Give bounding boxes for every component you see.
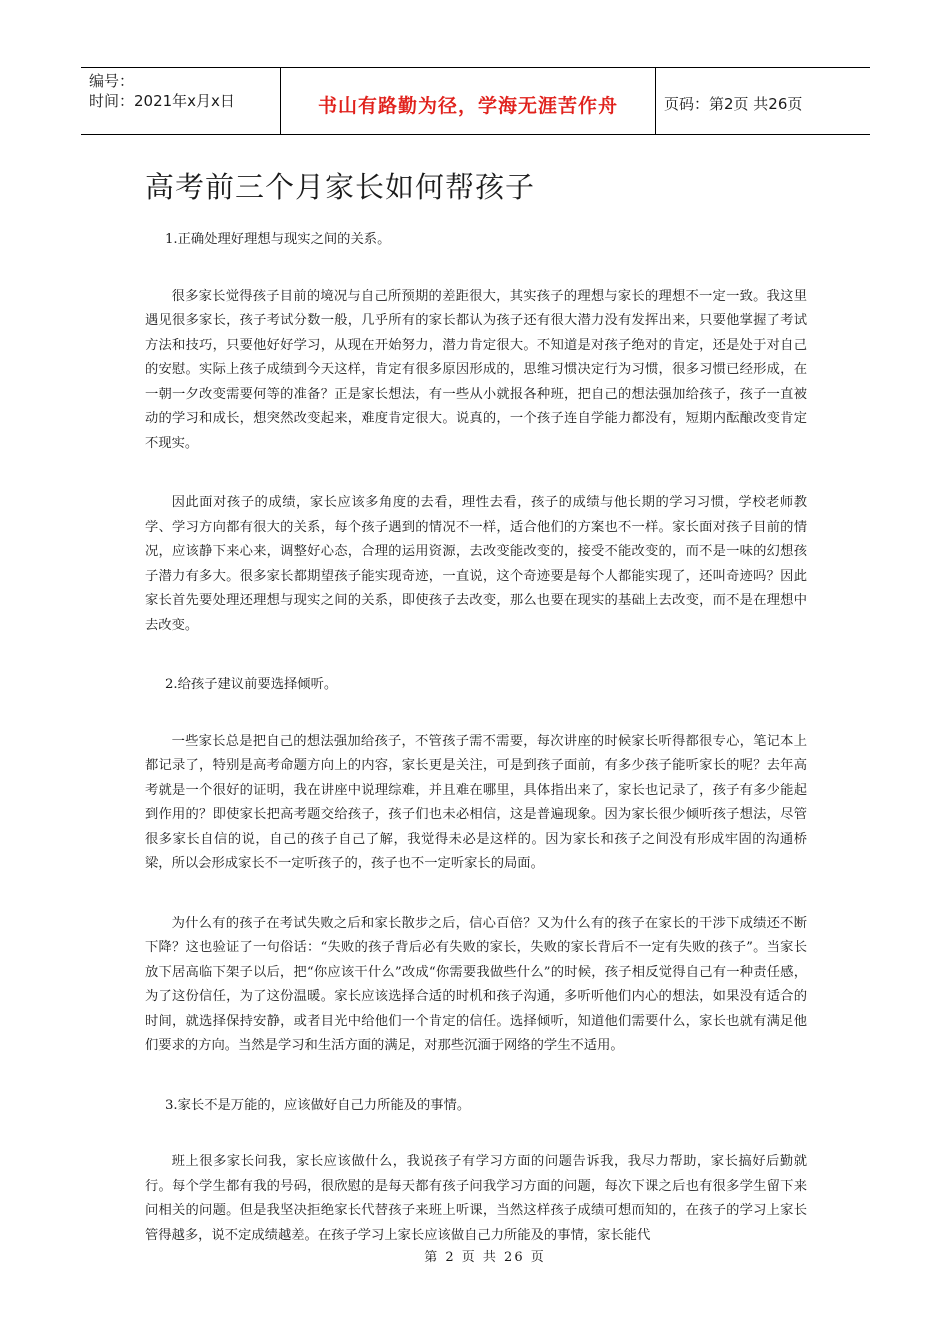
header-meta-cell [81, 68, 281, 134]
header-page-number: 页码：第2页 共26页 [664, 94, 803, 113]
body-paragraph: 为什么有的孩子在考试失败之后和家长散步之后，信心百倍？又为什么有的孩子在家长的干涉下成绩还不断下降？这也验证了一句俗话：“失败的孩子背后必有失败的家长，失败的家长背后不一定有失败的孩子”。当家长放下居高临下架子以后，把“你应该干什么”改成“你需要我做些什么”的时候，孩子相反觉得自己有一种责任感，为了这份信任，为了这份温暖。家长应该选择合适的时机和孩子沟通，多听听他们内心的想法，如果没有适合的时间，就选择保持安静，或者目光中给他们一个肯定的信任。选择倾听，知道他们需要什么，家长也就有满足他们要求的方向。当然是学习和生活方面的满足，对那些沉湎于网络的学生不适用。 [145, 915, 807, 1053]
page-footer: 第 2 页 共 26 页 [424, 1250, 546, 1265]
section-heading-3: 3.家长不是万能的，应该做好自己力所能及的事情。 [164, 1097, 471, 1113]
document-number-label: 编号： [89, 72, 135, 90]
header-page-cell [656, 68, 870, 134]
page-header [81, 67, 870, 135]
document-title: 高考前三个月家长如何帮孩子 [145, 170, 536, 204]
document-body [145, 228, 807, 1248]
body-paragraph: 很多家长觉得孩子目前的境况与自己所预期的差距很大，其实孩子的理想与家长的理想不一定一致。我这里遇见很多家长，孩子考试分数一般，几乎所有的家长都认为孩子还有很大潜力没有发挥出来，只要他掌握了考试方法和技巧，只要他好好学习，从现在开始努力，潜力肯定很大。不知道是对孩子绝对的肯定，还是处于对自己的安慰。实际上孩子成绩到今天这样，肯定有很多原因形成的，思维习惯决定行为习惯，很多习惯已经形成，在一朝一夕改变需要何等的准备？正是家长想法，有一些从小就报各种班，把自己的想法强加给孩子，孩子一直被动的学习和成长，想突然改变起来，难度肯定很大。说真的，一个孩子连自学能力都没有，短期内酝酿改变肯定不现实。 [145, 288, 807, 451]
document-date-label: 时间：2021年x月x日 [89, 92, 235, 110]
body-paragraph: 一些家长总是把自己的想法强加给孩子，不管孩子需不需要，每次讲座的时候家长听得都很专心，笔记本上都记录了，特别是高考命题方向上的内容，家长更是关注，可是到孩子面前，有多少孩子能听家长的呢？去年高考就是一个很好的证明，我在讲座中说理综难，并且难在哪里，具体指出来了，家长也记录了，孩子有多少能起到作用的？即使家长把高考题交给孩子，孩子们也未必相信，这是普遍现象。因为家长很少倾听孩子想法，尽管很多家长自信的说，自己的孩子自己了解，我觉得未必是这样的。因为家长和孩子之间没有形成牢固的沟通桥梁，所以会形成家长不一定听孩子的，孩子也不一定听家长的局面。 [145, 733, 807, 871]
section-heading-2: 2.给孩子建议前要选择倾听。 [164, 677, 338, 692]
body-paragraph: 因此面对孩子的成绩，家长应该多角度的去看，理性去看，孩子的成绩与他长期的学习习惯，学校老师教学、学习方向都有很大的关系，每个孩子遇到的情况不一样，适合他们的方案也不一样。家长面对孩子目前的情况，应该静下来心来，调整好心态，合理的运用资源，去改变能改变的，接受不能改变的，而不是一味的幻想孩子潜力有多大。很多家长都期望孩子能实现奇迹，一直说，这个奇迹要是每个人都能实现了，还叫奇迹吗？因此家长首先要处理还理想与现实之间的关系，即使孩子去改变，那么也要在现实的基础上去改变，而不是在理想中去改变。 [145, 495, 807, 633]
section-heading-1: 1.正确处理好理想与现实之间的关系。 [164, 232, 391, 247]
body-paragraph: 班上很多家长问我，家长应该做什么，我说孩子有学习方面的问题告诉我，我尽力帮助，家长搞好后勤就行。每个学生都有我的号码，很欣慰的是每天都有孩子问我学习方面的问题，每次下课之后也有很多学生留下来问相关的问题。但是我坚决拒绝家长代替孩子来班上听课，当然这样孩子成绩可想而知的，在孩子的学习上家长管得越多，说不定成绩越差。在孩子学习上家长应该做自己力所能及的事情，家长能代 [145, 1154, 807, 1243]
header-motto: 书山有路勤为径，学海无涯苦作舟 [317, 94, 618, 117]
header-motto-cell [281, 68, 656, 134]
